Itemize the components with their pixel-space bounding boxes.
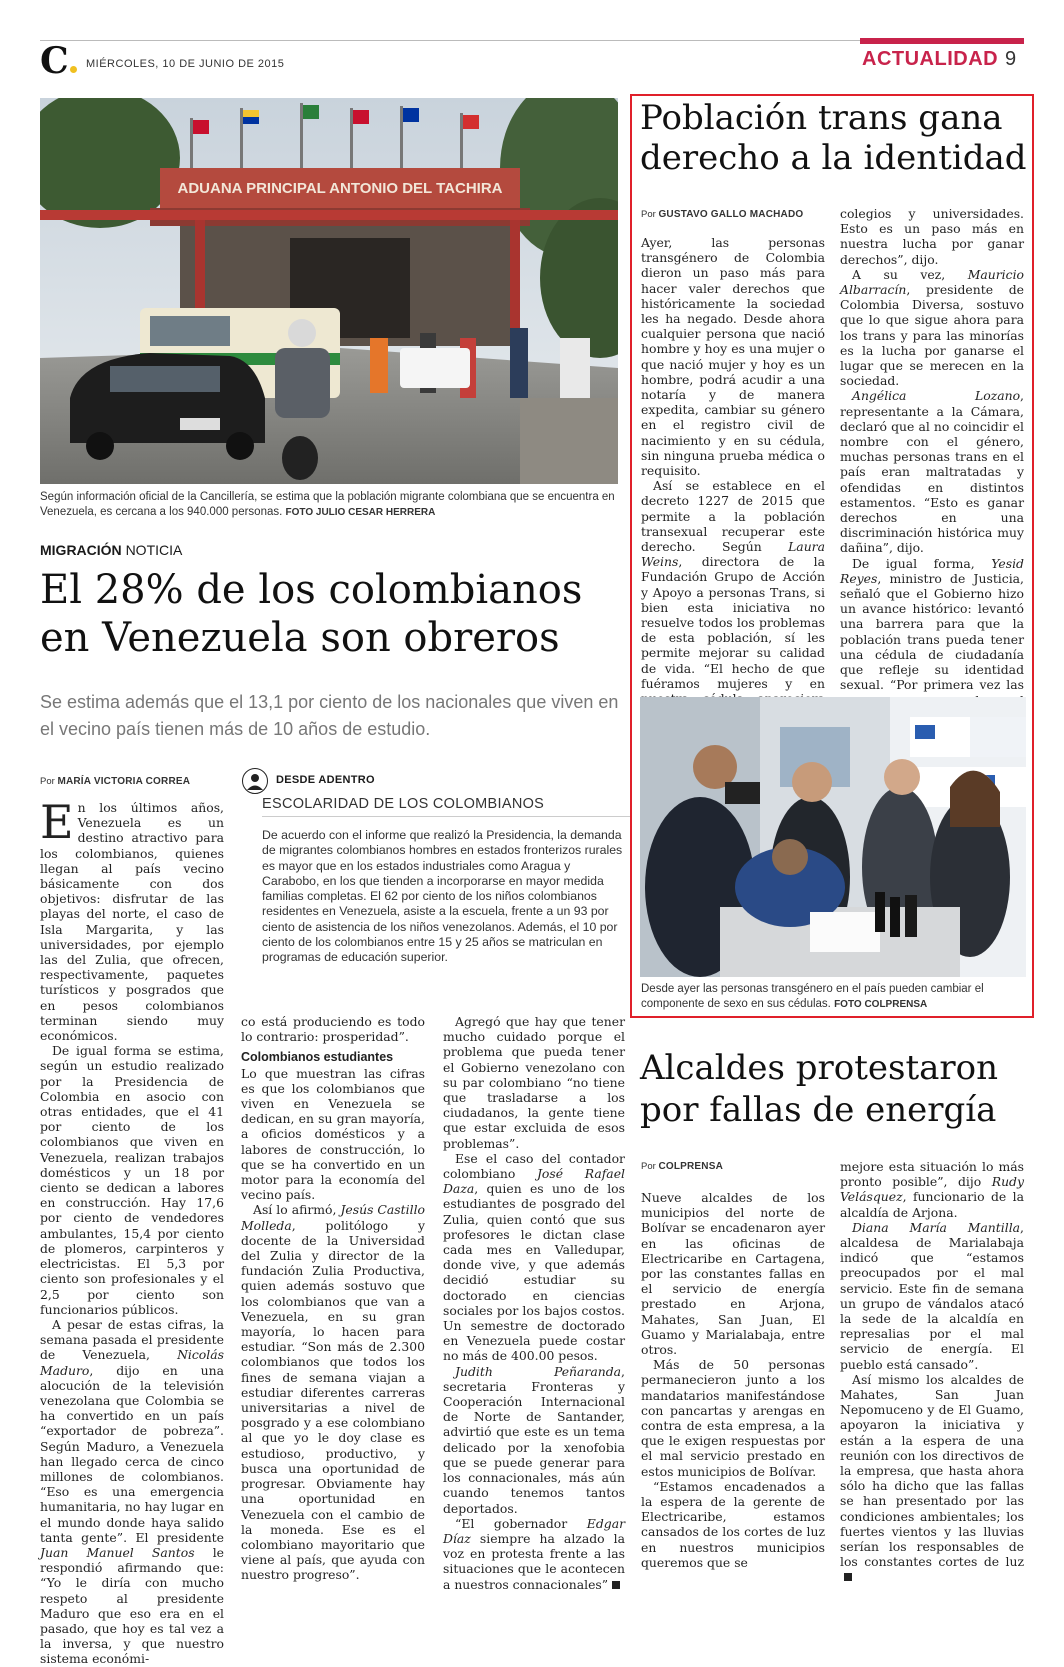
end-mark (844, 1573, 852, 1581)
article3-column-1: Nueve alcaldes de los municipios del norte de Bolívar se encadenaron ayer en las oficinas de Electricaribe en Cartagena, por las constantes fallas en el servicio de energía prestado en Arjona, Mahates, San Juan, El Guamo y Marialabaja, entre otros. Más de 50 personas permanecieron junto a los mandatarios manifestándose con pancartas y arengas en contra de esta empresa, a la que le exigen respuestas por el mal servicio prestado en estos municipios de Bolívar. “Estamos encadenados a la espera de la gerente de Electricaribe, estamos cansados de los cortes de luz en nuestros municipios queremos que se (641, 1190, 825, 1570)
issue-date: MIÉRCOLES, 10 DE JUNIO DE 2015 (86, 58, 285, 70)
photo2-caption: Desde ayer las personas transgénero en el país pueden cambiar el componente de sexo en sus cédulas. FOTO COLPRENSA (641, 983, 984, 1010)
article1-column-3: Agregó que hay que tener mucho cuidado porque el problema que pueda tener el Gobierno venezolano con su par colombiano “no tiene que trasladarse a los ciudadanos, la gente tiene que estar excluida de esos problemas”. Ese el caso del contador colombiano José Rafael Daza, quien es uno de los estudiantes de posgrado del Zulia, quien contó que sus profesores le dictan clase cada mes en Valledupar, donde vive, y que además decidió estudiar su doctorado en ciencias sociales por los bajos costos. Un semestre de doctorado en Venezuela puede costar no más de 400.00 pesos. Judith Peñaranda, secretaria Fronteras y Cooperación Internacional de Norte de Santander, advirtió que este es un tema delicado por la xenofobia que se puede generar para los connacionales, más aún cuando tenemos tantos deportados. “El gobernador Edgar Díaz siempre ha alzado la voz en protesta frente a las situaciones que le acontecen a nuestros connacionales” (443, 1014, 625, 1592)
person-icon (242, 768, 268, 794)
article3-headline: Alcaldes protestaron por fallas de energía (640, 1048, 999, 1130)
end-mark (612, 1581, 620, 1589)
sidebox-subtitle: ESCOLARIDAD DE LOS COLOMBIANOS (262, 796, 630, 817)
article3-byline: Por COLPRENSA (641, 1161, 724, 1172)
article1-headline: El 28% de los colombianos en Venezuela son obreros (40, 567, 583, 661)
notary-signing-photo (640, 697, 1026, 977)
sidebox-title: DESDE ADENTRO (276, 774, 375, 786)
sidebox-text: De acuerdo con el informe que realizó la Presidencia, la demanda de migrantes colombianos hombres en estados fronterizos rurales es mayor que en los estados industriales como Aragua y Carabobo, en los que tienden a incorporarse en mayor medida familias completas. El 62 por ciento de los niños colombianos residentes en Venezuela, asiste a la escuela, frente a un 93 por ciento de asistencia de los niños venezolanos. Además, el 10 por ciento de los colombianos entre 15 y 25 años se matriculan en programas de educación superior. (262, 828, 623, 965)
customs-sign-text: ADUANA PRINCIPAL ANTONIO DEL TACHIRA (177, 180, 503, 197)
article3-column-2: mejore esta situación lo más pronto posible”, dijo Rudy Velásquez, funcionario de la alcaldía de Arjona. Diana María Mantilla, alcaldesa de Marialabaja indicó que “estamos preocupados por el mal servicio. Este fin de semana un grupo de vándalos atacó la sede de la alcaldía en represalias por el mal servicio de energía. El pueblo está cansado”. Así mismo los alcaldes de Mahates, San Juan Nepomuceno y de El Guamo, apoyaron la iniciativa y están a la espera de una reunión con los directivos de la empresa, que hasta ahora sólo ha dicho que las fallas se han presentado por las condiciones ambientales; los fuertes vientos y las lluvias serían los responsables de los constantes cortes de luz (840, 1159, 1024, 1585)
article1-kicker: MIGRACIÓN NOTICIA (40, 542, 183, 558)
article2-byline: Por GUSTAVO GALLO MACHADO (641, 209, 804, 220)
column-subheading: Colombianos estudiantes (241, 1050, 394, 1065)
article1-column-2: co está produciendo es todo lo contrario: prosperidad”. Colombianos estudiantes Lo que muestran las cifras es que los colombianos que viven en Venezuela se dedican, en su gran mayoría, a oficios domésticos y a labores de construcción, lo que se ha convertido en un motor para la economía del vecino país. Así lo afirmó, Jesús Castillo Molleda, politólogo y docente de la Universidad del Zulia y director de la fundación Zulia Productiva, quien además sostuvo que los colombianos que van a Venezuela, en su gran mayoría, lo hacen para estudiar. “Son más de 2.300 colombianos que todos los fines de semana viajan a estudiar diferentes carreras universitarias a nivel de posgrado y a ese colombiano al que yo le doy clase es estudioso, productivo, y busca una oportunidad de progresar. Obviamente hay una oportunidad en Venezuela con el cambio de la moneda. Ese es el colombiano mayoritario que viene al país, que ayuda con nuestro progreso”. (241, 1014, 425, 1583)
article1-column-1: En los últimos años, Venezuela es un destino atractivo para los colombianos, quienes llegan al país vecino básicamente con dos objetivos: disfrutar de las playas del norte, el caso de Isla Margarita, y las universidades, por ejemplo las del Zulia, que ofrecen, respectivamente, paquetes turísticos y posgrados que en pesos colombianos terminan siendo muy económicos. De igual forma se estima, según un estudio realizado por la Presidencia de Colombia en asocio con otras entidades, que el 41 por ciento de los colombianos que viven en Venezuela, realizan trabajos domésticos y un 18 por ciento se dedican a labores en construcción. Hay 17,6 por ciento de vendedores ambulantes, 15,4 por ciento de plomeros, carpinteros y electricistas. El 5,3 por ciento son profesionales y el 2,5 por ciento son funcionarios públicos. A pesar de estas cifras, la semana pasada el presidente de Venezuela, Nicolás Maduro, dijo en una alocución de la televisión venezolana que Colombia se ha convertido en un país “exportador de pobreza”. Según Maduro, a Venezuela han llegado cerca de cinco millones de colombianos. “Eso es una emergencia humanitaria, no hay lugar en el mundo donde haya salido tanta gente”. El presidente Juan Manuel Santos le respondió afirmando que: “Yo le diría con mucho respeto al presidente Maduro que eso era en el pasado, que hoy es tal vez a la inversa, y que nuestro sistema económi- (40, 795, 224, 1667)
article2-column-2: colegios y universidades. Esto es un paso más en nuestra lucha por ganar derechos”, dijo. A su vez, Mauricio Albarracín, presidente de Colombia Diversa, sostuvo que lo que sigue ahora para los trans y para las minorías es la lucha por ganarse el lugar que se merecen en la sociedad. Angélica Lozano, representante a la Cámara, declaró que al no coincidir el nombre con el género, muchas personas trans en el país eran maltratadas y ofendidas en distintos estamentos. “Esto es ganar derechos en una discriminación histórica muy dañina”, dijo. De igual forma, Yesid Reyes, ministro de Justicia, señaló que el Gobierno hizo un avance histórico: levantó una barrera para que la población trans pueda tener una cédula de ciudadanía que refleje su identidad sexual. “Por primera vez las (840, 206, 1024, 784)
section-accent-bar (860, 38, 1024, 44)
photo1-caption: Según información oficial de la Cancillería, se estima que la población migrante colombiana que se encuentra en Venezuela, es cercana a los 940.000 personas. FOTO JULIO CESAR HERRERA (40, 491, 615, 518)
article1-byline: Por MARÍA VICTORIA CORREA (40, 776, 191, 787)
drop-cap: E (40, 795, 74, 849)
article1-deck: Se estima además que el 13,1 por ciento de los nacionales que viven en el vecino país tienen más de 10 años de estudio. (40, 692, 619, 739)
border-crossing-photo (40, 98, 618, 484)
newspaper-logo: C (40, 43, 77, 79)
section-name: ACTUALIDAD (862, 48, 999, 70)
page-number: 9 (1005, 48, 1017, 70)
article2-headline: Población trans gana derecho a la identidad (640, 98, 1027, 178)
article2-column-1: Ayer, las personas transgénero de Colombia dieron un paso más para hacer valer derechos que históricamente la sociedad les ha negado. Desde ahora cualquier persona que nació hombre y hoy es una mujer o que nació mujer y hoy es un hombre, podrá acudir a una notaría y de manera expedita, cambiar su género en el registro civil de nacimiento y en su cédula, sin ninguna prueba médica o requisito. Así se establece en el decreto 1227 de 2015 que permite a la población transexual recuperar este derecho. Según Laura Weins, directora de la Fundación Grupo de Acción y Apoyo a personas Trans, si bien esta iniciativa no resuelve todos los problemas de esta población, sí les permite mejorar su calidad de vida. “El hecho de que fuéramos mujeres y en (641, 235, 825, 691)
